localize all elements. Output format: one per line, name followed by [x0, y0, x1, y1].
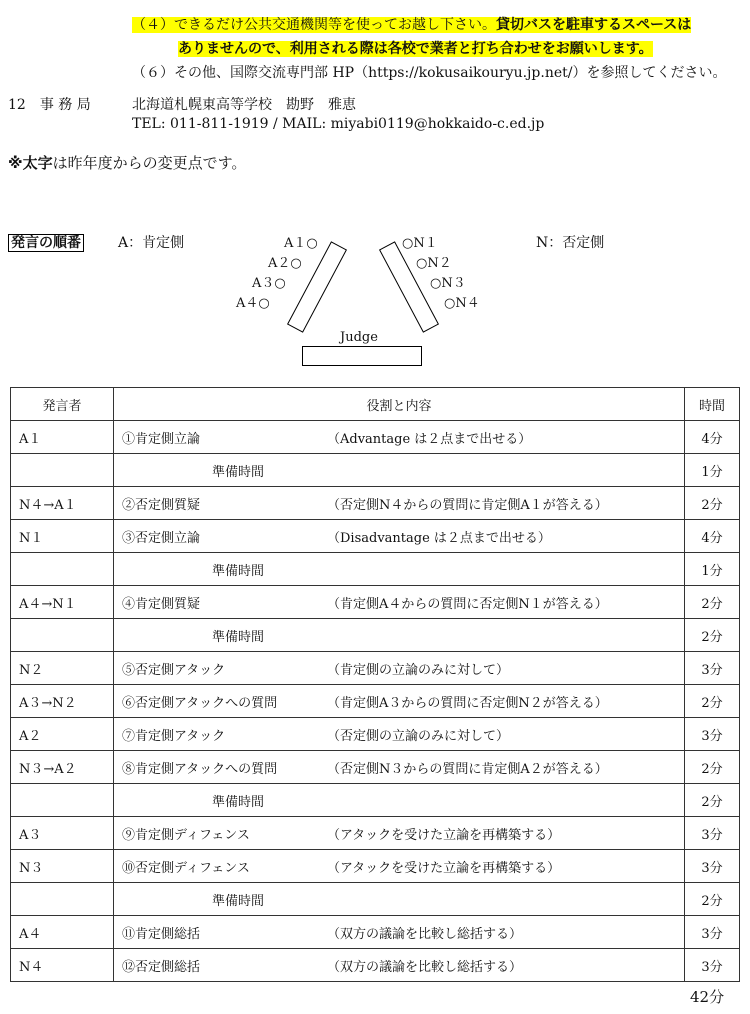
speaker-cell: A４: [11, 916, 114, 949]
aff-seat-3: A３○: [252, 276, 286, 291]
table-row: [11, 949, 740, 982]
header-role: 役割と内容: [114, 388, 685, 421]
aff-side-label: A：肯定側: [118, 235, 185, 251]
change-note-text: は昨年度からの変更点です。: [52, 154, 247, 172]
prep-time-label: 準備時間: [212, 464, 265, 480]
speaker-cell: A２: [11, 718, 114, 751]
role-name: ①肯定側立論: [122, 431, 201, 447]
speaking-order-table: [10, 387, 740, 982]
table-row: [11, 784, 740, 817]
role-name: ④肯定側質疑: [122, 596, 201, 612]
speaker-cell: N２: [11, 652, 114, 685]
aff-seat-1: A１○: [284, 236, 318, 251]
speaker-cell: N３: [11, 850, 114, 883]
table-row: [11, 487, 740, 520]
role-name: ⑫否定側総括: [122, 959, 201, 975]
time-cell: 2分: [685, 586, 740, 619]
role-description: （否定側N３からの質問に肯定側A２が答える）: [327, 761, 608, 777]
role-name: ②否定側質疑: [122, 497, 201, 513]
role-name: ⑩否定側ディフェンス: [122, 860, 250, 876]
time-cell: 3分: [685, 949, 740, 982]
table-row: [11, 553, 740, 586]
speaker-cell: A３: [11, 817, 114, 850]
role-description: （アタックを受けた立論を再構築する）: [327, 860, 561, 876]
role-cell: [114, 784, 685, 817]
notice-item4-line2: [178, 38, 653, 58]
table-header-row: [11, 388, 740, 421]
role-cell: [114, 619, 685, 652]
table-row: [11, 751, 740, 784]
time-cell: 1分: [685, 454, 740, 487]
neg-seat-2: ○N２: [416, 256, 452, 271]
table-row: [11, 619, 740, 652]
time-cell: 4分: [685, 421, 740, 454]
time-cell: 4分: [685, 520, 740, 553]
speaker-cell: N３→A２: [11, 751, 114, 784]
table-row: [11, 850, 740, 883]
speaker-cell: A３→N２: [11, 685, 114, 718]
judge-label: Judge: [340, 330, 378, 345]
role-cell: [114, 685, 685, 718]
role-description: （肯定側A４からの質問に否定側N１が答える）: [327, 596, 608, 612]
aff-seat-2: A２○: [268, 256, 302, 271]
notice-item6: （６）その他、国際交流専門部 HP（https://kokusaikouryu.jp.net/）を参照してください。: [132, 65, 727, 81]
notice-item4-bold-2: ありませんので、利用される際は各校で業者と打ち合わせをお願いします。: [178, 41, 653, 57]
role-description: （否定側の立論のみに対して）: [327, 728, 510, 744]
role-name: ⑧肯定側アタックへの質問: [122, 761, 278, 777]
speaking-order-label: 発言の順番: [8, 234, 84, 252]
speaker-cell: A１: [11, 421, 114, 454]
role-cell: [114, 916, 685, 949]
time-cell: 3分: [685, 817, 740, 850]
prep-time-label: 準備時間: [212, 563, 265, 579]
total-time: 42分: [690, 988, 725, 1006]
table-row: [11, 883, 740, 916]
role-cell: [114, 421, 685, 454]
table-row: [11, 817, 740, 850]
role-name: ③否定側立論: [122, 530, 201, 546]
speaker-cell: N１: [11, 520, 114, 553]
header-time: 時間: [685, 388, 740, 421]
table-row: [11, 586, 740, 619]
speaker-cell: [11, 553, 114, 586]
time-cell: 2分: [685, 685, 740, 718]
prep-time-label: 準備時間: [212, 794, 265, 810]
role-description: （Advantage は２点まで出せる）: [327, 431, 532, 447]
time-cell: 3分: [685, 916, 740, 949]
role-description: （アタックを受けた立論を再構築する）: [327, 827, 561, 843]
role-description: （Disadvantage は２点まで出せる）: [327, 530, 551, 546]
judge-desk: [302, 346, 422, 366]
change-note: [8, 152, 246, 173]
speaker-cell: A４→N１: [11, 586, 114, 619]
neg-seat-3: ○N３: [430, 276, 466, 291]
role-cell: [114, 718, 685, 751]
prep-time-label: 準備時間: [212, 629, 265, 645]
header-speaker: 発言者: [11, 388, 114, 421]
time-cell: 3分: [685, 850, 740, 883]
speaker-cell: [11, 784, 114, 817]
aff-seat-4: A４○: [236, 296, 270, 311]
speaker-cell: N４→A１: [11, 487, 114, 520]
role-description: （肯定側の立論のみに対して）: [327, 662, 510, 678]
role-cell: [114, 850, 685, 883]
time-cell: 1分: [685, 553, 740, 586]
role-cell: [114, 586, 685, 619]
role-name: ⑤否定側アタック: [122, 662, 226, 678]
role-name: ⑥否定側アタックへの質問: [122, 695, 278, 711]
table-row: [11, 916, 740, 949]
role-name: ⑦肯定側アタック: [122, 728, 226, 744]
role-description: （双方の議論を比較し総括する）: [327, 926, 523, 942]
role-cell: [114, 553, 685, 586]
time-cell: 2分: [685, 883, 740, 916]
role-name: ⑨肯定側ディフェンス: [122, 827, 250, 843]
role-cell: [114, 949, 685, 982]
table-row: [11, 718, 740, 751]
table-row: [11, 520, 740, 553]
neg-side-label: N：否定側: [536, 235, 605, 251]
notice-item4-bold-1: 貸切バスを駐車するスペースは: [496, 17, 692, 33]
role-cell: [114, 520, 685, 553]
speaker-cell: N４: [11, 949, 114, 982]
office-name: 北海道札幌東高等学校 勘野 雅恵: [132, 97, 356, 113]
diagram-title: [8, 232, 84, 252]
table-row: [11, 652, 740, 685]
role-name: ⑪肯定側総括: [122, 926, 201, 942]
change-note-bold: ※太字: [8, 154, 53, 172]
time-cell: 2分: [685, 751, 740, 784]
time-cell: 3分: [685, 718, 740, 751]
neg-seat-1: ○N１: [402, 236, 438, 251]
neg-seat-4: ○N４: [444, 296, 480, 311]
table-row: [11, 454, 740, 487]
prep-time-label: 準備時間: [212, 893, 265, 909]
time-cell: 2分: [685, 784, 740, 817]
speaker-cell: [11, 619, 114, 652]
role-description: （肯定側A３からの質問に否定側N２が答える）: [327, 695, 608, 711]
role-cell: [114, 751, 685, 784]
time-cell: 3分: [685, 652, 740, 685]
role-cell: [114, 817, 685, 850]
time-cell: 2分: [685, 487, 740, 520]
role-cell: [114, 487, 685, 520]
role-cell: [114, 454, 685, 487]
notice-item4-line1: [132, 14, 691, 34]
table-row: [11, 421, 740, 454]
role-cell: [114, 652, 685, 685]
role-description: （否定側N４からの質問に肯定側A１が答える）: [327, 497, 608, 513]
office-label: 12 事 務 局: [8, 97, 91, 113]
speaker-cell: [11, 454, 114, 487]
notice-item4-prefix: （４）できるだけ公共交通機関等を使ってお越し下さい。: [132, 17, 496, 33]
time-cell: 2分: [685, 619, 740, 652]
office-contact: TEL: 011-811-1919 / MAIL: miyabi0119@hokkaido-c.ed.jp: [132, 116, 545, 132]
speaker-cell: [11, 883, 114, 916]
role-description: （双方の議論を比較し総括する）: [327, 959, 523, 975]
role-cell: [114, 883, 685, 916]
table-row: [11, 685, 740, 718]
